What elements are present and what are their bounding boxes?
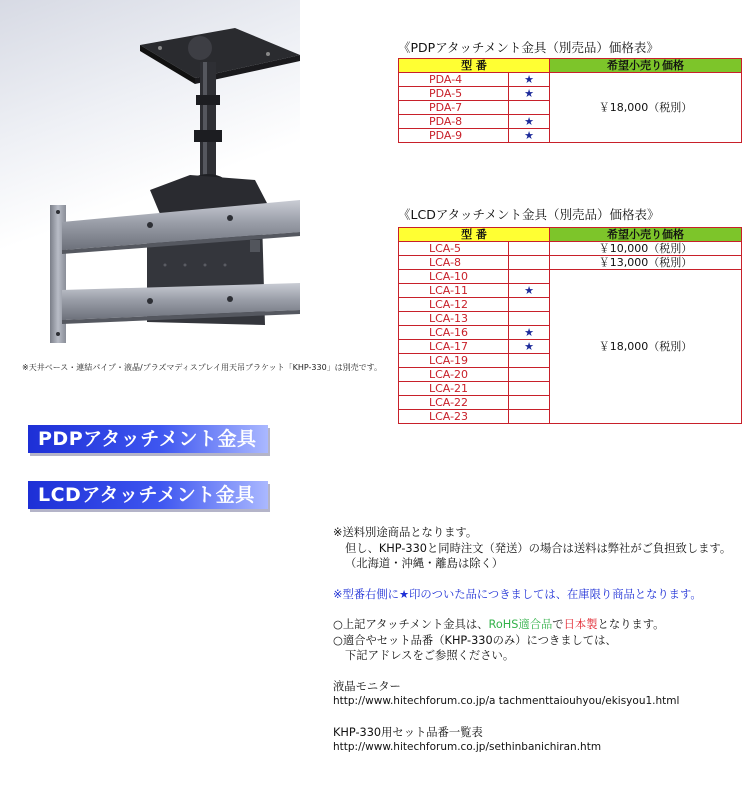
star-mark: ★ [509, 129, 550, 143]
rohs-note [333, 617, 731, 633]
model-cell: LCA-10 [399, 270, 509, 284]
model-cell: LCA-11 [399, 284, 509, 298]
product-photo [0, 0, 300, 355]
price-cell: ￥18,000（税別） [550, 270, 742, 424]
model-cell: LCA-19 [399, 354, 509, 368]
rohs-note-pre: ○上記アタッチメント金具は、 [333, 618, 489, 631]
star-mark [509, 382, 550, 396]
star-mark [509, 368, 550, 382]
stock-note: ※型番右側に★印のついた品につきましては、在庫限り商品となります。 [333, 587, 702, 601]
lcd-monitor-label: 液晶モニター [333, 679, 401, 693]
shipping-note-exclusion: （北海道・沖縄・離島は除く） [345, 557, 504, 570]
star-mark [509, 396, 550, 410]
star-mark: ★ [509, 115, 550, 129]
star-mark: ★ [509, 87, 550, 101]
rohs-note-post: となります。 [597, 618, 665, 631]
model-cell: LCA-12 [399, 298, 509, 312]
model-cell: LCA-13 [399, 312, 509, 326]
shipping-note-detail: 但し、KHP-330と同時注文（発送）の場合は送料は弊社がご負担致します。 [345, 541, 732, 555]
model-cell: LCA-16 [399, 326, 509, 340]
model-cell: PDA-9 [399, 129, 509, 143]
star-mark: ★ [509, 73, 550, 87]
model-cell: LCA-22 [399, 396, 509, 410]
notes-block [333, 525, 731, 756]
set-list-label: KHP-330用セット品番一覧表 [333, 725, 483, 739]
header-price: 希望小売り価格 [550, 59, 742, 73]
model-cell: PDA-7 [399, 101, 509, 115]
compat-note: ○適合やセット品番（KHP-330のみ）につきましては、 [333, 633, 617, 647]
photo-caption: ※天井ベース・連結パイプ・液晶/プラズマディスプレイ用天吊ブラケット「KHP-330」は別売です。 [22, 363, 383, 372]
model-cell: PDA-5 [399, 87, 509, 101]
model-cell: LCA-17 [399, 340, 509, 354]
star-mark [509, 256, 550, 270]
table-row [399, 73, 742, 87]
model-cell: LCA-20 [399, 368, 509, 382]
model-cell: LCA-5 [399, 242, 509, 256]
table-row [399, 242, 742, 256]
ceiling-bracket-image [0, 0, 300, 355]
model-cell: LCA-21 [399, 382, 509, 396]
star-mark [509, 312, 550, 326]
table-header-row [399, 59, 742, 73]
table-row [399, 270, 742, 284]
rohs-note-mid: で [552, 618, 564, 631]
model-cell: LCA-23 [399, 410, 509, 424]
star-mark [509, 298, 550, 312]
table-header-row [399, 228, 742, 242]
star-mark [509, 354, 550, 368]
rohs-label: RoHS適合品 [488, 618, 553, 631]
pdp-price-table [398, 58, 742, 143]
star-mark: ★ [509, 326, 550, 340]
star-mark [509, 410, 550, 424]
pdp-table-title: 《PDPアタッチメント金具（別売品）価格表》 [398, 40, 659, 55]
header-model: 型 番 [399, 59, 550, 73]
model-cell: LCA-8 [399, 256, 509, 270]
star-mark: ★ [509, 340, 550, 354]
lcd-price-table [398, 227, 742, 424]
star-mark [509, 242, 550, 256]
set-list-link[interactable]: http://www.hitechforum.co.jp/sethinbanichiran.htm [333, 741, 602, 753]
star-mark [509, 270, 550, 284]
header-model: 型 番 [399, 228, 550, 242]
price-cell: ￥13,000（税別） [550, 256, 742, 270]
table-row [399, 256, 742, 270]
lcd-banner-button[interactable]: LCDアタッチメント金具 [28, 481, 268, 509]
model-cell: PDA-8 [399, 115, 509, 129]
made-in-japan-label: 日本製 [563, 618, 598, 631]
price-cell: ￥18,000（税別） [550, 73, 742, 143]
pdp-banner-button[interactable]: PDPアタッチメント金具 [28, 425, 268, 453]
price-cell: ￥10,000（税別） [550, 242, 742, 256]
model-cell: PDA-4 [399, 73, 509, 87]
lcd-monitor-link[interactable]: http://www.hitechforum.co.jp/a tachmenttaiouhyou/ekisyou1.html [333, 695, 680, 707]
shipping-note: ※送料別途商品となります。 [333, 526, 478, 539]
lcd-table-title: 《LCDアタッチメント金具（別売品）価格表》 [398, 207, 660, 222]
star-mark [509, 101, 550, 115]
star-mark: ★ [509, 284, 550, 298]
header-price: 希望小売り価格 [550, 228, 742, 242]
compat-note-detail: 下記アドレスをご参照ください。 [345, 649, 515, 662]
